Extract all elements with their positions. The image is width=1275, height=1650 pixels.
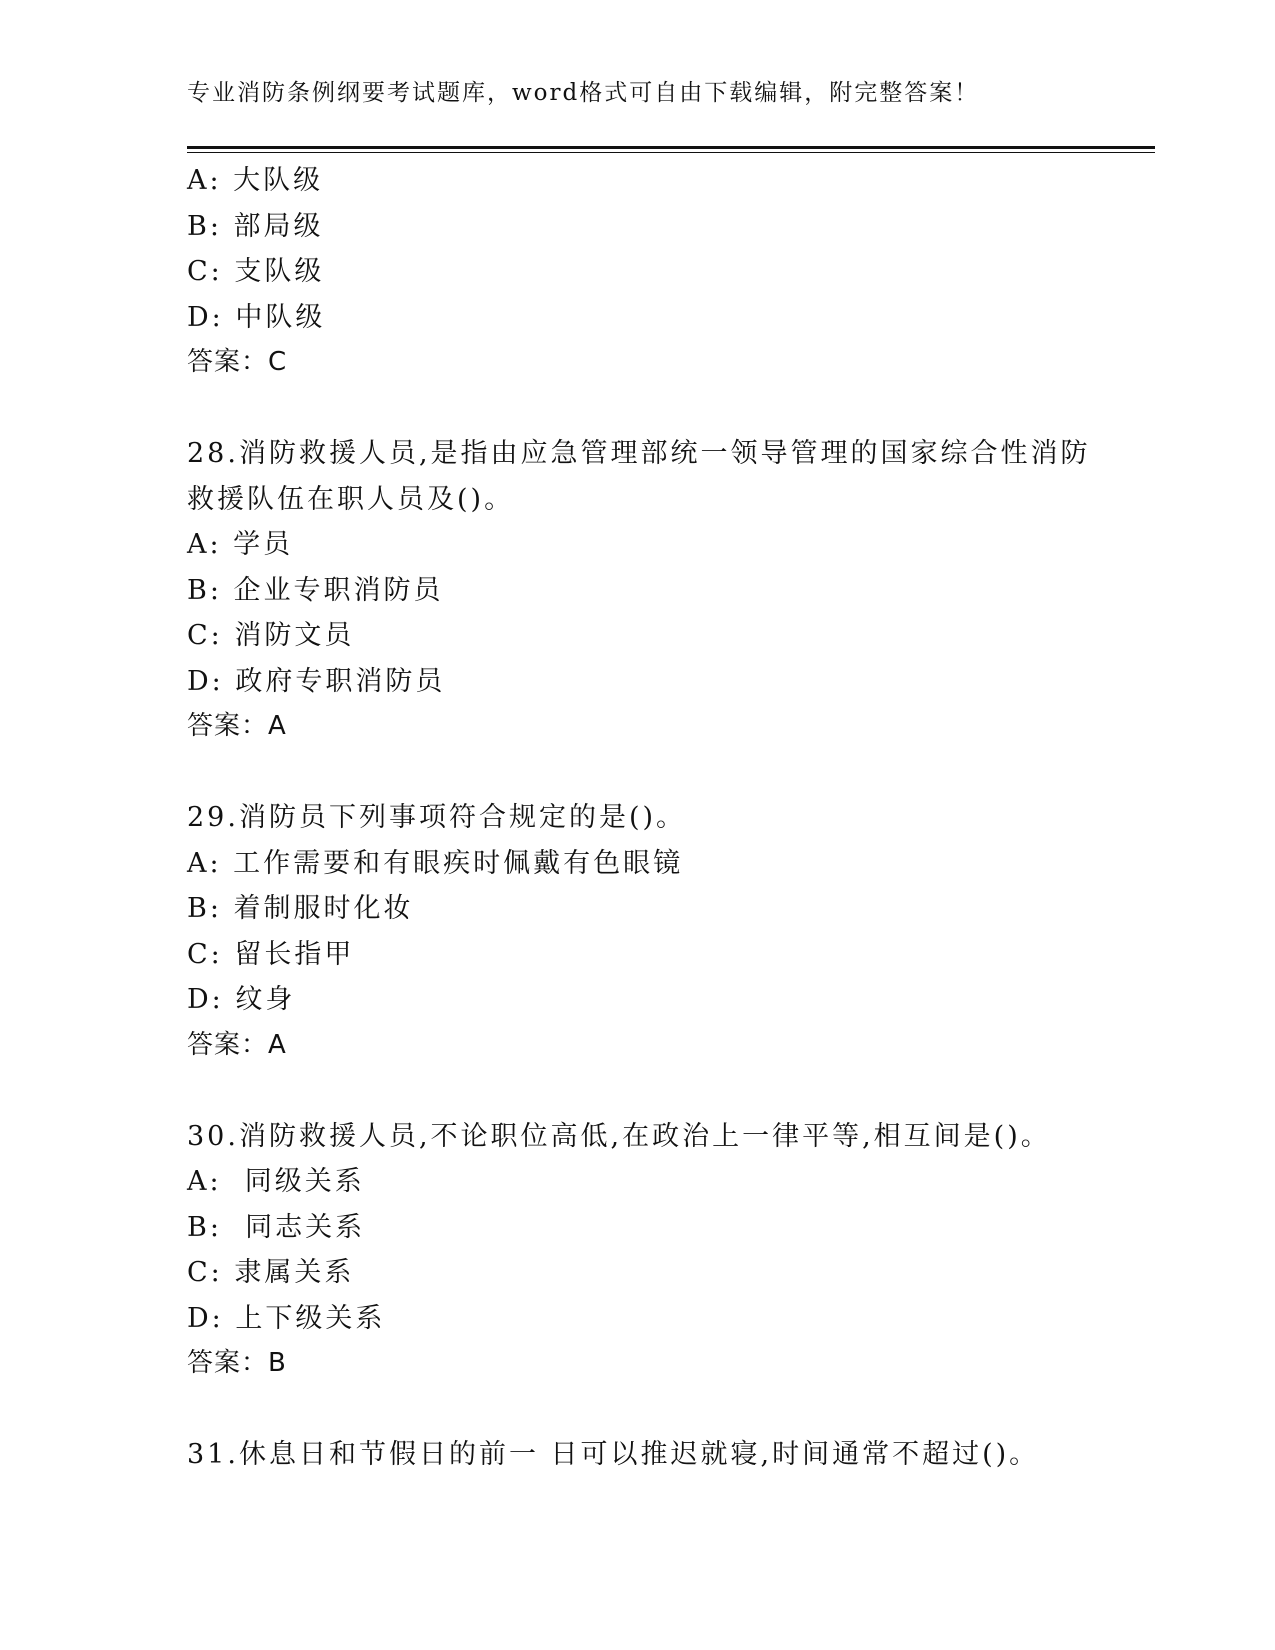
option-a: A: 学员	[187, 529, 294, 560]
answer: 答案：A	[187, 711, 287, 741]
question-29	[187, 795, 1127, 1068]
option-c: C: 隶属关系	[187, 1257, 355, 1288]
option-a: A: 工作需要和有眼疾时佩戴有色眼镜	[187, 847, 684, 879]
question-text-cont: 救援队伍在职人员及()。	[187, 483, 515, 515]
option-b: B: 着制服时化妆	[187, 893, 414, 924]
header-rule-thin	[187, 152, 1155, 153]
question-31	[187, 1432, 1127, 1478]
option-c: C: 支队级	[187, 256, 325, 287]
option-d: D: 上下级关系	[187, 1302, 386, 1334]
question-text: 29.消防员下列事项符合规定的是()。	[187, 802, 687, 833]
question-27	[187, 158, 1127, 386]
question-30	[187, 1114, 1127, 1387]
question-list	[187, 158, 1127, 1478]
question-text: 30.消防救援人员,不论职位高低,在政治上一律平等,相互间是()。	[187, 1120, 1051, 1152]
option-c: C: 留长指甲	[187, 938, 355, 970]
option-b: B: 部局级	[187, 210, 324, 242]
option-c: C: 消防文员	[187, 620, 355, 651]
question-text: 28.消防救援人员,是指由应急管理部统一领导管理的国家综合性消防	[187, 438, 1091, 469]
option-a: A: 大队级	[187, 165, 324, 196]
option-d: D: 纹身	[187, 984, 296, 1015]
option-b: B: 同志关系	[187, 1211, 366, 1243]
question-text: 31.休息日和节假日的前一 日可以推迟就寝,时间通常不超过()。	[187, 1439, 1040, 1470]
header-rule-thick	[187, 146, 1155, 149]
option-d: D: 中队级	[187, 301, 326, 333]
answer: 答案：C	[187, 347, 288, 377]
page-header: 专业消防条例纲要考试题库，word格式可自由下载编辑，附完整答案！	[187, 80, 980, 106]
option-d: D: 政府专职消防员	[187, 665, 446, 697]
answer: 答案：A	[187, 1029, 287, 1060]
answer: 答案：B	[187, 1348, 287, 1378]
option-b: B: 企业专职消防员	[187, 574, 444, 606]
option-a: A: 同级关系	[187, 1166, 365, 1197]
question-28	[187, 431, 1127, 750]
